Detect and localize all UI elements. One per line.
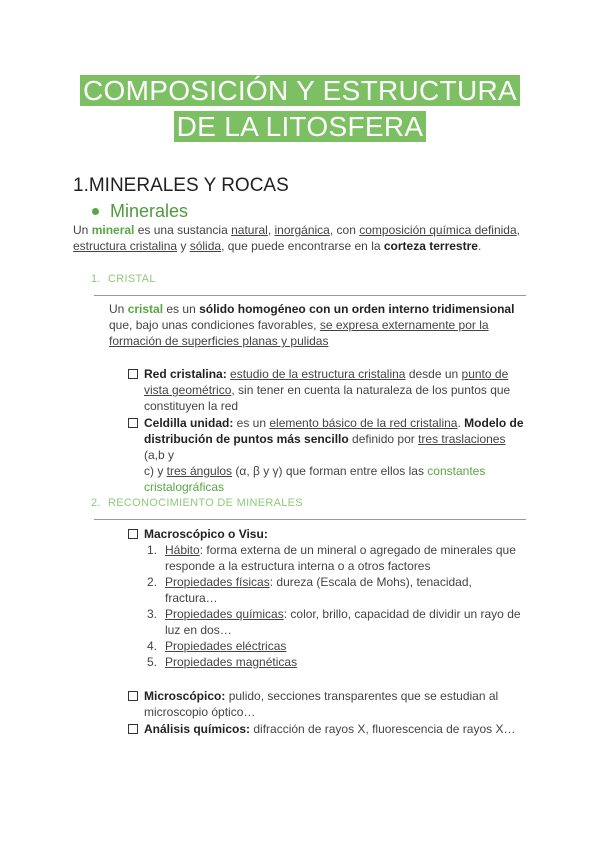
page-title-line-2: DE LA LITOSFERA xyxy=(0,110,600,144)
section-reconocimiento-heading: 2. RECONOCIMIENTO DE MINERALES xyxy=(91,497,303,509)
checkbox-icon xyxy=(128,418,138,428)
heading-minerales-y-rocas: 1.MINERALES Y ROCAS xyxy=(73,175,289,196)
list-item: 3. Propiedades químicas: color, brillo, capacidad de dividir un rayo de luz en dos… xyxy=(147,607,521,637)
list-item-macroscopico: Macroscópico o Visu: xyxy=(128,526,268,542)
checkbox-icon xyxy=(128,369,138,379)
section-cristal-heading: 1. CRISTAL xyxy=(91,273,156,285)
list-item: 2. Propiedades físicas: dureza (Escala de Mohs), tenacidad, fractura… xyxy=(147,575,472,605)
checkbox-icon xyxy=(128,529,138,539)
list-item: 1. Hábito: forma externa de un mineral o agregado de minerales que responde a la estructura interna o a otros factores xyxy=(147,543,516,573)
macro-ordered-list xyxy=(147,542,535,670)
heading-minerales: Minerales xyxy=(89,201,188,222)
list-item-microscopico: Microscópico: pulido, secciones transparentes que se estudian al microscopio óptico… xyxy=(128,688,528,720)
divider xyxy=(94,295,526,296)
intro-paragraph: Un mineral es una sustancia natural, inorgánica, con composición química definida, estructura cristalina y sólida, que puede encontrarse en la corteza terrestre. xyxy=(73,223,520,253)
list-item-analisis-quimicos: Análisis químicos: difracción de rayos X, fluorescencia de rayos X… xyxy=(128,721,548,737)
bullet-icon xyxy=(92,208,99,215)
divider xyxy=(94,519,526,520)
list-item: 5. Propiedades magnéticas xyxy=(147,655,298,669)
page-title-line-1: COMPOSICIÓN Y ESTRUCTURA xyxy=(0,74,600,108)
list-item-celdilla-unidad: Celdilla unidad: es un elemento básico de la red cristalina. Modelo de distribución de puntos más sencillo definido por tres traslaciones (a,b y c) y tres ángulos (α, β y γ) que forman entre ellos las constantes cristalográficas xyxy=(128,415,528,495)
cristal-paragraph: Un cristal es un sólido homogéneo con un orden interno tridimensional que, bajo unas condiciones favorables, se expresa externamente por la formación de superficies planas y pulidas xyxy=(109,302,515,348)
checkbox-icon xyxy=(128,724,138,734)
list-item-red-cristalina: Red cristalina: estudio de la estructura cristalina desde un punto de vista geométrico, sin tener en cuenta la naturaleza de los puntos que constituyen la red xyxy=(128,366,528,414)
list-item: 4. Propiedades eléctricas xyxy=(147,639,287,653)
checkbox-icon xyxy=(128,691,138,701)
